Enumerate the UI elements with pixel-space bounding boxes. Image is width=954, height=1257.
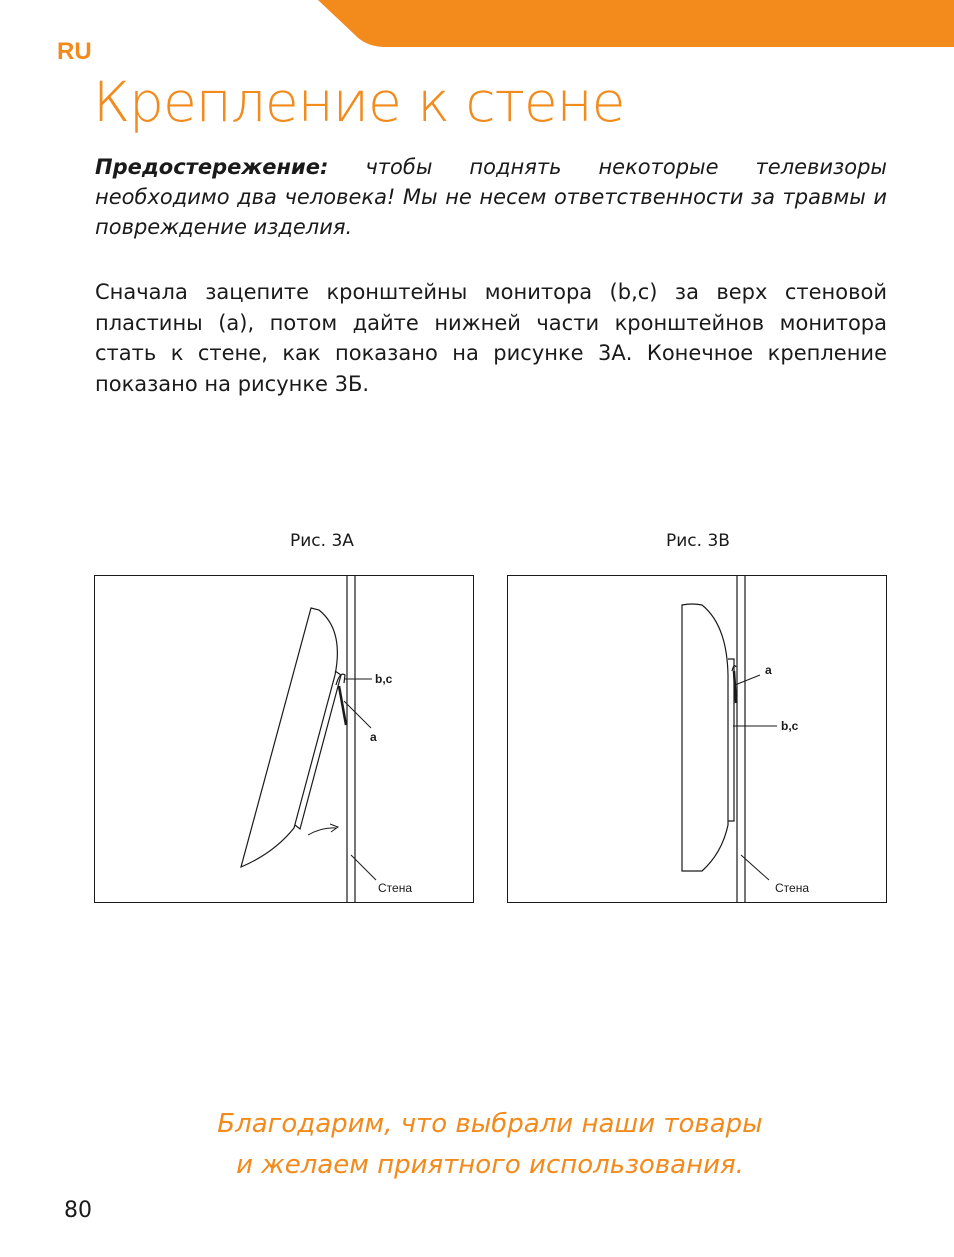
thank-you-line-1: Благодарим, что выбрали наши товары bbox=[217, 1109, 763, 1139]
warning-paragraph bbox=[95, 152, 887, 242]
figure-3a-caption: Рис. 3А bbox=[290, 531, 354, 551]
figure-3b bbox=[507, 575, 887, 903]
figure-3b-a-leader bbox=[735, 675, 760, 685]
figure-3b-wall-label: Стена bbox=[775, 881, 810, 895]
language-label: RU bbox=[57, 38, 92, 65]
figure-3b-label-a: a bbox=[765, 663, 772, 677]
warning-text: чтобы поднять некоторые телевизоры необходимо два человека! Мы не несем ответственности за травмы и повреждение изделия. bbox=[95, 155, 887, 239]
figure-3a-frame bbox=[95, 576, 474, 903]
figure-3a-monitor bbox=[241, 608, 337, 867]
page-number: 80 bbox=[64, 1198, 92, 1223]
figure-3a bbox=[94, 575, 474, 903]
instructions-paragraph: Сначала зацепите кронштейны монитора (b,c) за верх стеновой пластины (a), потом дайте нижней части кронштейнов монитора стать к стене, как показано на рисунке 3А. Конечное крепление показано на рисунке 3Б. bbox=[95, 280, 887, 396]
figure-3b-frame bbox=[508, 576, 887, 903]
figure-3a-hook bbox=[336, 674, 345, 685]
header-accent-tab bbox=[0, 0, 954, 50]
figure-3b-caption: Рис. 3В bbox=[666, 531, 730, 551]
warning-lead: Предостережение: bbox=[95, 155, 329, 179]
figure-3a-wall-plate bbox=[339, 686, 346, 725]
figure-3a-a-leader bbox=[344, 701, 371, 728]
thank-you-line-2: и желаем приятного использования. bbox=[236, 1150, 744, 1180]
figure-3a-bracket bbox=[295, 671, 341, 829]
page-title: Крепление к стене bbox=[93, 70, 625, 134]
figure-3a-wall-label: Стена bbox=[378, 881, 413, 895]
figure-3b-label-bc: b,c bbox=[781, 719, 799, 733]
figure-3b-monitor bbox=[682, 604, 728, 871]
figure-3a-label-a: a bbox=[370, 730, 377, 744]
figure-3a-label-bc: b,c bbox=[375, 672, 393, 686]
thank-you-message bbox=[0, 1104, 954, 1186]
figure-3b-bracket bbox=[728, 659, 734, 821]
